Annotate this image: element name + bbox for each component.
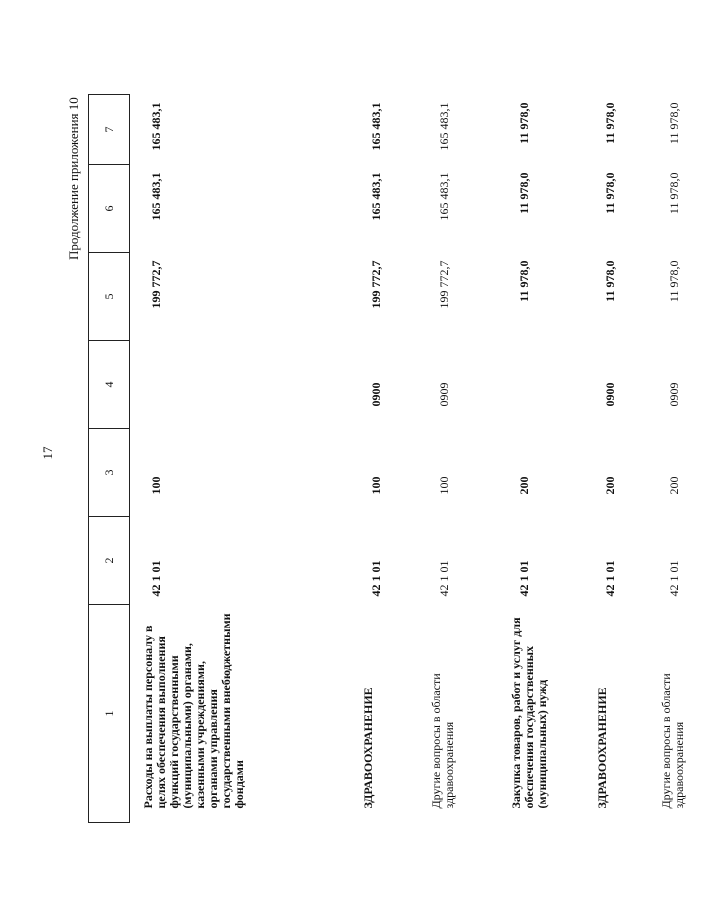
row-name: ЗДРАВООХРАНЕНИЕ — [361, 687, 375, 809]
row-expense-type: 200 — [667, 476, 681, 495]
row-sum-5: 11 978,0 — [603, 260, 617, 302]
row-name: ЗДРАВООХРАНЕНИЕ — [595, 687, 609, 809]
row-sum-7: 165 483,1 — [437, 102, 451, 151]
row-sum-5: 11 978,0 — [667, 260, 681, 303]
header-cell-1: 1 — [89, 605, 130, 823]
table-row — [418, 95, 498, 823]
header-cell-6: 6 — [89, 165, 130, 253]
row-expense-type: 200 — [603, 476, 617, 495]
row-sum-5: 199 772,7 — [369, 260, 383, 309]
header-cell-5: 5 — [89, 253, 130, 341]
row-target-code: 42 1 01 — [517, 560, 531, 597]
row-section: 0900 — [603, 382, 617, 407]
row-expense-type: 100 — [369, 476, 383, 495]
row-target-code: 42 1 01 — [667, 560, 681, 597]
header-row — [89, 95, 130, 823]
header-cell-4: 4 — [89, 341, 130, 429]
page-number: 17 — [40, 446, 55, 460]
row-target-code: 42 1 01 — [437, 560, 451, 597]
appendix-caption: Продолжение приложения 10 — [66, 97, 81, 260]
row-section — [130, 341, 351, 429]
header-cell-3: 3 — [89, 429, 130, 517]
row-sum-7: 165 483,1 — [369, 102, 383, 151]
row-name: Расходы на выплаты персоналу в целях обеспечения выполнения функций государственными (муниципальными) органами, казенными учреждениями, органами управления государственными внебюджетными фондами — [141, 613, 246, 809]
table-row — [584, 95, 648, 823]
row-sum-6: 11 978,0 — [517, 172, 531, 214]
row-sum-5: 199 772,7 — [437, 260, 451, 309]
table-row — [350, 95, 418, 823]
row-sum-7: 11 978,0 — [603, 102, 617, 144]
budget-table — [88, 94, 728, 823]
row-name: Другие вопросы в области здравоохранения — [429, 673, 456, 809]
table-row — [498, 95, 584, 823]
row-target-code: 42 1 01 — [149, 560, 163, 597]
row-name: Закупка товаров, работ и услуг для обеспечения государственных (муниципальных) нужд — [509, 617, 549, 809]
row-sum-6: 165 483,1 — [437, 172, 451, 221]
row-section — [498, 341, 584, 429]
row-sum-7: 11 978,0 — [667, 102, 681, 145]
row-section: 0909 — [667, 382, 681, 407]
row-sum-5: 199 772,7 — [149, 260, 163, 309]
row-section: 0909 — [437, 382, 451, 407]
row-section: 0900 — [369, 382, 383, 407]
row-sum-7: 165 483,1 — [149, 102, 163, 151]
row-name: Другие вопросы в области здравоохранения — [659, 673, 686, 809]
table-row — [648, 95, 728, 823]
row-sum-6: 165 483,1 — [149, 172, 163, 221]
header-cell-7: 7 — [89, 95, 130, 165]
row-sum-6: 165 483,1 — [369, 172, 383, 221]
row-sum-5: 11 978,0 — [517, 260, 531, 302]
header-cell-2: 2 — [89, 517, 130, 605]
row-target-code: 42 1 01 — [603, 560, 617, 597]
row-sum-7: 11 978,0 — [517, 102, 531, 144]
row-expense-type: 100 — [437, 476, 451, 495]
table-row — [130, 95, 351, 823]
row-sum-6: 11 978,0 — [603, 172, 617, 214]
row-sum-6: 11 978,0 — [667, 172, 681, 215]
row-expense-type: 200 — [517, 476, 531, 495]
row-expense-type: 100 — [149, 476, 163, 495]
row-target-code: 42 1 01 — [369, 560, 383, 597]
